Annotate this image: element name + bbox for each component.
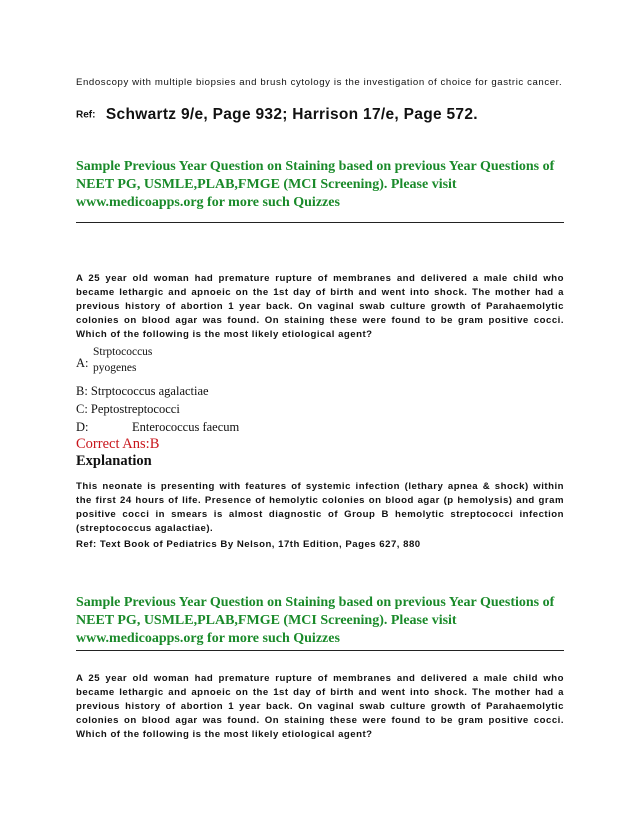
reference-line-1 [76,106,564,128]
option-a-label: A: [76,356,89,370]
option-c: C: Peptostreptococci [76,402,180,416]
divider [76,222,564,223]
option-d-label: D: [76,420,89,434]
question-text-2: A 25 year old woman had premature rupture of membranes and delivered a male child who became lethargic and apnoeic on the 1st day of birth and went into shock. The mother had a previous history of abortion 1 year back. On vaginal swab culture growth of Parahaemolytic colonies on blood agar was found. On staining these were found to be gram positive cocci. Which of the following is the most likely etiological agent? [76,673,564,740]
explanation-heading: Explanation [76,453,152,469]
heading-line: NEET PG, USMLE,PLAB,FMGE (MCI Screening). Please visit [76,613,457,628]
question-text-1: A 25 year old woman had premature rupture of membranes and delivered a male child who became lethargic and apnoeic on the 1st day of birth and went into shock. The mother had a previous history of abortion 1 year back. On vaginal swab culture growth of Parahaemolytic colonies on blood agar was found. On staining these were found to be gram positive cocci. Which of the following is the most likely etiological agent? [76,273,564,340]
option-a-line1: Strptococcus [93,346,153,358]
heading-line: www.medicoapps.org for more such Quizzes [76,631,340,646]
heading-line: Sample Previous Year Question on Staining based on previous Year Questions of [76,159,555,174]
explanation-ref: Ref: Text Book of Pediatrics By Nelson, 17th Edition, Pages 627, 880 [76,539,421,550]
heading-line: NEET PG, USMLE,PLAB,FMGE (MCI Screening). Please visit [76,177,457,192]
divider [76,650,564,651]
section-heading-1 [76,158,564,212]
ref-label: Ref: [76,109,96,121]
correct-answer: Correct Ans:B [76,436,160,452]
option-b: B: Strptococcus agalactiae [76,384,209,398]
heading-line: www.medicoapps.org for more such Quizzes [76,195,340,210]
ref-text: Schwartz 9/e, Page 932; Harrison 17/e, Page 572. [105,106,478,123]
option-a [76,346,276,380]
heading-line: Sample Previous Year Question on Staining based on previous Year Questions of [76,595,555,610]
option-d [76,420,376,435]
explanation-text: This neonate is presenting with features of systemic infection (lethary apnea & shock) within the first 24 hours of life. Presence of hemolytic colonies on blood agar (p hemolysis) and gram positive cocci in smears is almost diagnostic of Group B hemolytic streptococci infection (streptococcus agalactiae). [76,481,564,534]
option-a-line2: pyogenes [93,362,137,374]
option-d-text: Enterococcus faecum [132,420,240,434]
intro-line: Endoscopy with multiple biopsies and brush cytology is the investigation of choice for gastric cancer. [76,77,563,88]
section-heading-2 [76,594,564,648]
